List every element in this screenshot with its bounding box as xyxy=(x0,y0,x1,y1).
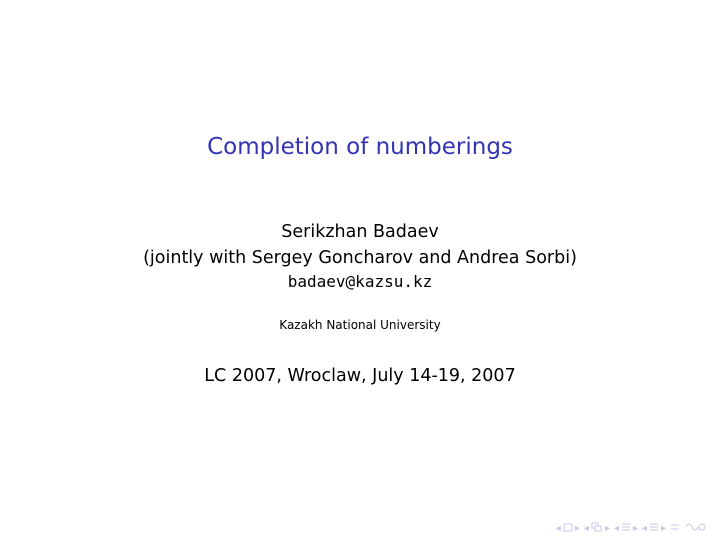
appendix-icon[interactable] xyxy=(670,522,680,535)
subsection-icon[interactable] xyxy=(591,522,603,535)
frame-icon[interactable] xyxy=(563,523,573,535)
document-nav-group xyxy=(642,522,666,535)
coauthors: (jointly with Sergey Goncharov and Andrea Sorbi) xyxy=(143,248,577,268)
section-nav-group xyxy=(614,522,638,535)
author-block xyxy=(0,219,720,271)
nav-left-arrow-icon[interactable]: ◂ xyxy=(583,522,589,534)
section-icon[interactable] xyxy=(621,522,631,535)
nav-right-arrow-icon[interactable]: ▸ xyxy=(632,522,638,534)
nav-left-arrow-icon[interactable]: ◂ xyxy=(641,522,647,534)
document-icon[interactable] xyxy=(649,522,659,535)
institute: Kazakh National University xyxy=(279,318,441,332)
frame-nav-group xyxy=(556,523,580,535)
nav-left-arrow-icon[interactable]: ◂ xyxy=(613,522,619,534)
nav-right-arrow-icon[interactable]: ▸ xyxy=(604,522,610,534)
slide-title: Completion of numberings xyxy=(207,134,513,160)
author-name: Serikzhan Badaev xyxy=(281,222,439,242)
subsection-nav-group xyxy=(584,522,610,535)
author-email[interactable]: badaev@kazsu.kz xyxy=(287,272,433,291)
nav-right-arrow-icon[interactable]: ▸ xyxy=(574,522,580,534)
conference-date: LC 2007, Wroclaw, July 14-19, 2007 xyxy=(204,366,516,386)
appendix-nav-group xyxy=(670,522,680,535)
nav-right-arrow-icon[interactable]: ▸ xyxy=(660,522,666,534)
nav-left-arrow-icon[interactable]: ◂ xyxy=(555,522,561,534)
search-icon[interactable] xyxy=(684,522,706,535)
search-nav-group xyxy=(684,522,706,535)
beamer-navigation-bar xyxy=(556,522,706,535)
